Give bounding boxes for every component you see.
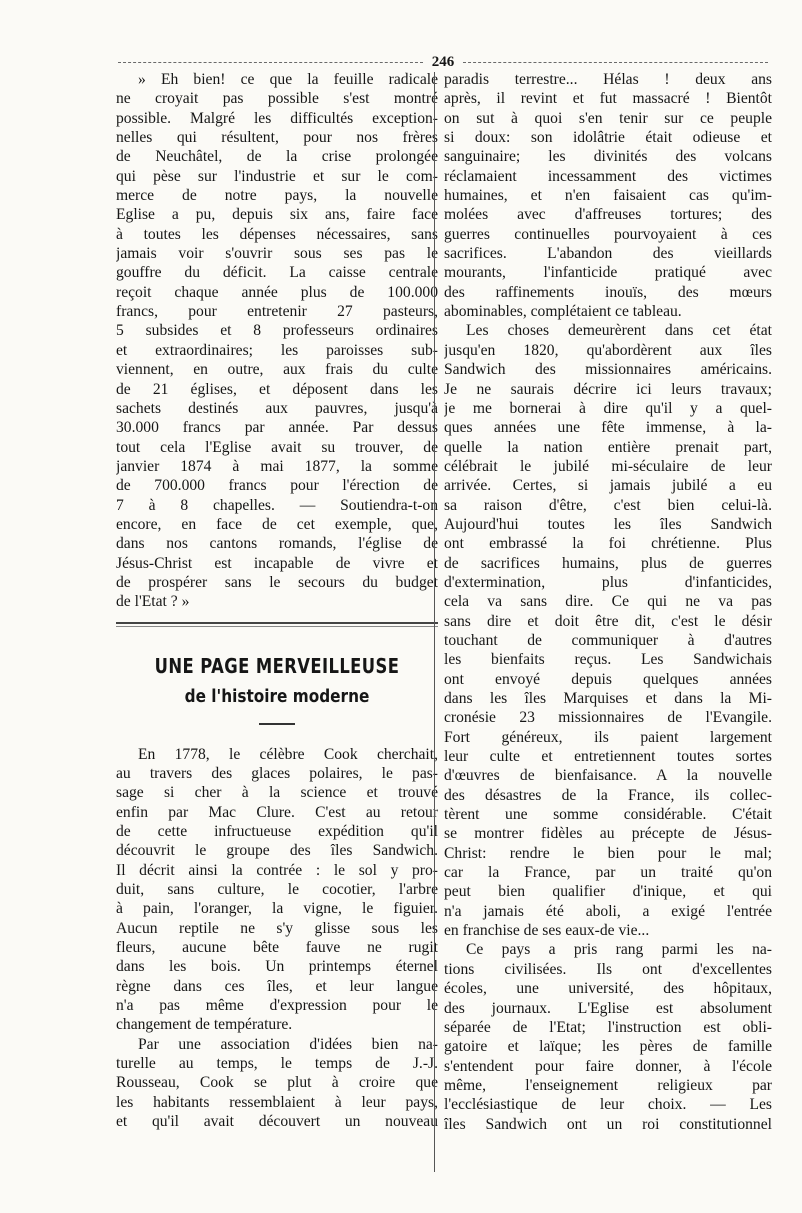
text-line: Je ne saurais décrire ici leurs travaux; (444, 380, 772, 398)
text-line: si doux: son idolâtrie était odieuse et (444, 129, 772, 147)
text-line: les habitants ressemblaient à leur pays, (116, 1093, 438, 1111)
text-line: au travers des glaces polaires, le pas- (116, 764, 438, 782)
text-line: de 21 églises, et déposent dans les (116, 380, 438, 398)
text-line: réclamaient incessamment des victimes (444, 167, 772, 185)
text-line: des raffinements inouïs, des mœurs (444, 283, 772, 301)
text-line: de l'Etat ? » (116, 593, 190, 611)
text-line: s'entendent pour faire donner, à l'école (444, 1057, 772, 1075)
text-line: ne croyait pas possible s'est montré (116, 90, 438, 108)
text-line: à toutes les dépenses nécessaires, sans (116, 225, 438, 243)
text-line: possible. Malgré les difficultés exception- (116, 109, 438, 127)
text-line: janvier 1874 à mai 1877, la somme (116, 457, 438, 475)
text-line: n'a pas même d'expression pour le (116, 997, 438, 1015)
text-line: jusqu'en 1820, qu'abordèrent aux îles (444, 341, 772, 359)
text-line: îles Sandwich ont un roi constitutionnel (444, 1115, 772, 1133)
text-line: Les choses demeurèrent dans cet état (466, 322, 772, 340)
text-line: découvrit le groupe des îles Sandwich. (116, 842, 438, 860)
article-subtitle: de l'histoire moderne (184, 685, 370, 707)
text-line: leur culte et entretiennent toutes sortes (444, 748, 772, 766)
text-line: tions civilisées. Ils ont d'excellentes (444, 960, 772, 978)
text-line: Il décrit ainsi la contrée : le sol y pro- (116, 861, 438, 879)
text-line: turelle au temps, le temps de J.-J. (116, 1055, 438, 1073)
text-line: sachets destinés aux pauvres, jusqu'à (116, 399, 438, 417)
quoted-article-text (116, 70, 438, 612)
text-line: duit, sans culture, le cocotier, l'arbre (116, 881, 438, 899)
text-line: mourants, l'infanticide pratiqué avec (444, 264, 772, 282)
text-line: Rousseau, Cook se plut à croire que (116, 1074, 438, 1092)
left-column (116, 70, 438, 1132)
text-line: en franchise de ses eaux-de vie... (444, 922, 650, 940)
text-line: nelles qui résultent, pour nos frères (116, 129, 438, 147)
text-line: gatoire et laïque; les pères de famille (444, 1038, 772, 1056)
text-line: 30.000 francs par année. Par dessus (116, 419, 438, 437)
page-number: 246 (431, 54, 455, 70)
text-line: des journaux. L'Eglise est absolument (444, 999, 772, 1017)
text-line: Aucun reptile ne s'y glisse sous les (116, 919, 438, 937)
text-line: Christ: rendre le bien pour le mal; (444, 844, 772, 862)
text-line: l'ecclésiastique de leur choix. — Les (444, 1096, 772, 1114)
text-line: reçoit chaque année plus de 100.000 (116, 283, 438, 301)
text-line: qui pèse sur l'industrie et sur le com- (116, 167, 438, 185)
header-rule-right (463, 62, 768, 63)
text-line: francs, pour entretenir 27 pasteurs, (116, 303, 438, 321)
text-line: Jésus-Christ est incapable de vivre et (116, 554, 438, 572)
text-line: touchant de communiquer à d'autres (444, 631, 772, 649)
text-line: dans les îles Marquises et dans la Mi- (444, 690, 772, 707)
text-line: d'extermination, plus d'infanticides, (444, 573, 772, 591)
text-line: et extraordinaires; les paroisses sub- (116, 341, 438, 359)
text-line: dans nos cantons romands, l'église de (116, 535, 438, 553)
text-line: cronésie 23 missionnaires de l'Evangile. (444, 709, 772, 727)
text-line: sanguinaire; les divinités des volcans (444, 148, 772, 166)
text-line: de sacrifices humains, plus de guerres (444, 554, 772, 572)
text-line: de prospérer sans le secours du budget (116, 573, 438, 591)
text-line: Sandwich des missionnaires américains. (444, 361, 772, 379)
text-line: tèrent une somme considérable. C'était (444, 806, 772, 824)
text-line: ont embrassé la foi chrétienne. Plus (444, 535, 772, 553)
text-line: de 700.000 francs pour l'érection de (116, 477, 438, 495)
text-line: sans dire et doit être dit, c'est le désir (444, 612, 772, 630)
text-line: molées avec d'affreuses tortures; des (444, 206, 772, 224)
title-rule (259, 723, 295, 725)
text-line: d'œuvres de bienfaisance. A la nouvelle (444, 767, 772, 785)
text-line: séparée de l'Etat; l'instruction est obli- (444, 1018, 772, 1036)
article-body-right (444, 70, 772, 1134)
text-line: et qu'il avait découvert un nouveau (116, 1113, 438, 1131)
text-line: 7 à 8 chapelles. — Soutiendra-t-on (116, 496, 438, 514)
text-line: Par une association d'idées bien na- (138, 1035, 438, 1053)
text-line: changement de température. (116, 1016, 293, 1034)
text-line: enfin par Mac Clure. C'est au retour (116, 803, 438, 821)
text-line: après, il revint et fut massacré ! Bientôt (444, 90, 772, 108)
text-line: peut bien qualifier d'inique, et qui (444, 883, 772, 901)
text-line: car la France, par un traité qu'on (444, 864, 772, 882)
text-line: sacrifices. L'abandon des vieillards (444, 245, 772, 263)
article-body-left (116, 745, 438, 1132)
right-column (444, 70, 772, 1134)
text-line: humaines, et n'en faisaient cas qu'im- (444, 187, 772, 205)
text-line: célébrait le jubilé mi-séculaire de leur (444, 457, 772, 475)
text-line: je me bornerai à dire qu'il y a quel- (444, 399, 772, 417)
section-divider-thin (116, 626, 438, 627)
text-line: ques années une fête immense, à la- (444, 419, 772, 437)
section-divider (116, 622, 438, 624)
text-line: gouffre du déficit. La caisse centrale (116, 264, 438, 282)
text-line: règne dans ces îles, et leur langue (116, 977, 438, 995)
text-line: même, l'enseignement religieux par (444, 1076, 772, 1094)
text-line: merce de notre pays, la nouvelle (116, 187, 438, 205)
text-line: ont envoyé depuis quelques années (444, 670, 772, 688)
text-line: » Eh bien! ce que la feuille radicale (138, 71, 438, 88)
text-line: on sut à quoi s'en tenir sur ce peuple (444, 109, 772, 127)
text-line: abominables, complétaient ce tableau. (444, 303, 682, 321)
text-line: 5 subsides et 8 professeurs ordinaires (116, 322, 438, 340)
text-line: En 1778, le célèbre Cook cherchait, (138, 745, 438, 763)
text-line: cela va sans dire. Ce qui ne va pas (444, 593, 772, 611)
text-line: Aujourd'hui toutes les îles Sandwich (444, 515, 772, 533)
page-header (118, 52, 768, 72)
text-line: de cette infructueuse expédition qu'il (116, 823, 438, 840)
text-line: des désastres de la France, ils collec- (444, 786, 772, 804)
text-line: dans les bois. Un printemps éternel (116, 958, 438, 976)
text-line: arrivée. Certes, si jamais jubilé a eu (444, 477, 772, 495)
text-line: Ce pays a pris rang parmi les na- (466, 941, 772, 959)
text-line: jamais voir s'ouvrir sous ses pas le (116, 245, 438, 263)
text-line: encore, en face de cet exemple, que, (116, 515, 438, 533)
text-line: écoles, une université, des hôpitaux, (444, 980, 772, 998)
text-line: à pain, l'oranger, la vigne, le figuier. (116, 900, 438, 918)
text-line: les bienfaits reçus. Les Sandwichais (444, 651, 772, 669)
text-line: sage si cher à la science et trouvé (116, 784, 438, 802)
text-line: quelle la nation entière prenait part, (444, 438, 772, 456)
text-line: sa raison d'être, c'est bien celui-là. (444, 496, 772, 514)
column-divider (434, 72, 435, 1172)
article-title: UNE PAGE MERVEILLEUSE (154, 653, 400, 678)
text-line: guerres continuelles pourvoyaient à ces (444, 225, 772, 243)
text-line: Eglise a pu, depuis six ans, faire face (116, 206, 438, 224)
text-line: Fort généreux, ils paient largement (444, 728, 772, 746)
text-line: se montrer fidèles au précepte de Jésus- (444, 825, 772, 843)
text-line: paradis terrestre... Hélas ! deux ans (444, 71, 772, 88)
text-line: de Neuchâtel, de la crise prolongée (116, 148, 438, 166)
text-line: fleurs, aucune bête fauve ne rugit (116, 939, 438, 957)
text-line: viennent, en outre, aux frais du culte (116, 361, 438, 379)
text-line: n'a jamais été aboli, a exigé l'entrée (444, 902, 772, 920)
text-line: tout cela l'Eglise avait su trouver, de (116, 438, 438, 456)
